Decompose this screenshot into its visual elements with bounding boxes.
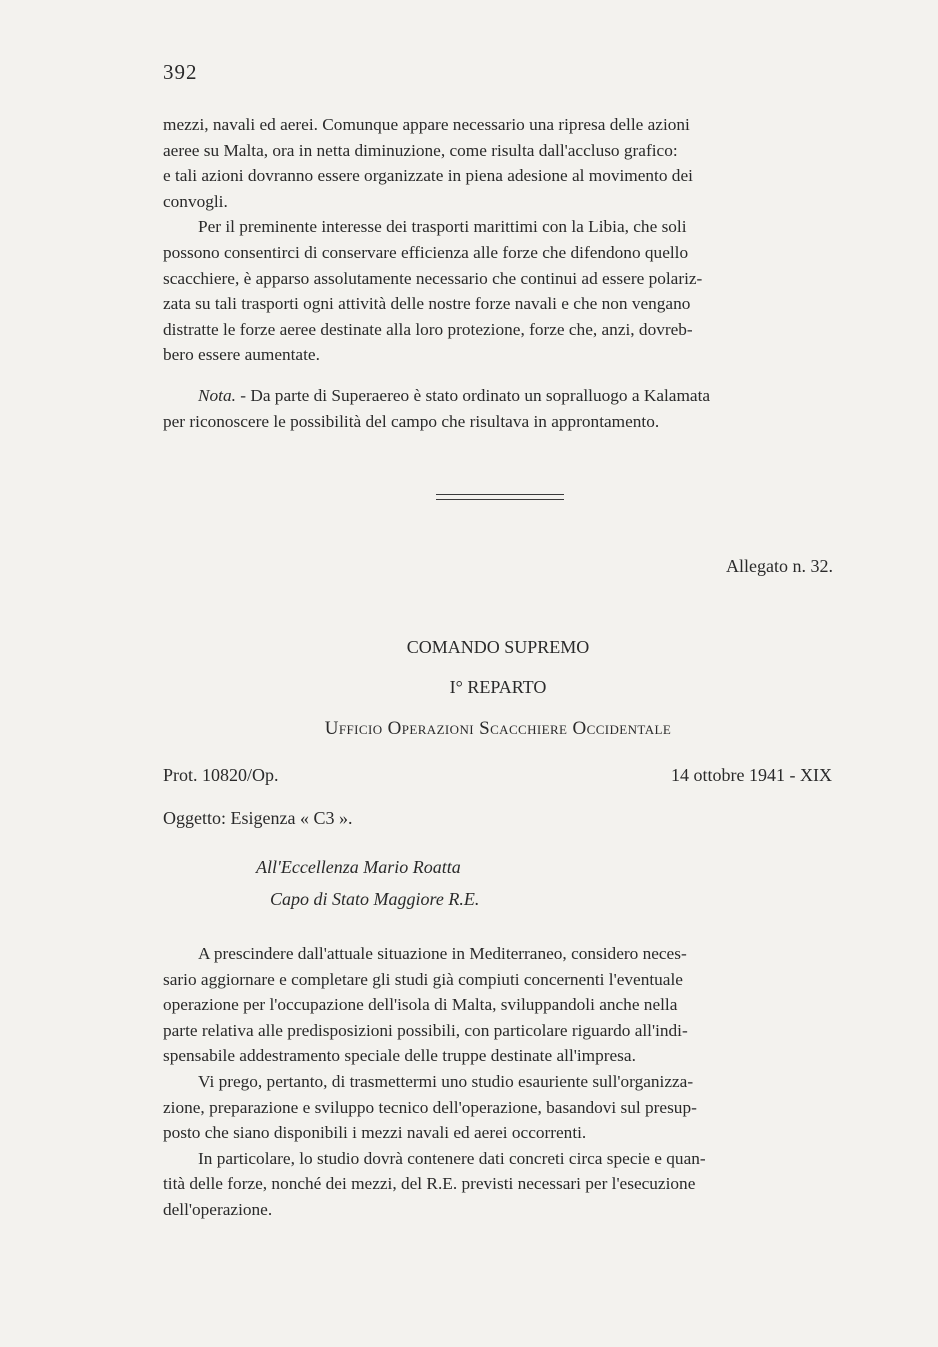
text-line: operazione per l'occupazione dell'isola di Malta, sviluppandoli anche nella xyxy=(163,995,678,1015)
document-date: 14 ottobre 1941 - XIX xyxy=(671,765,832,785)
text-line: zata su tali trasporti ogni attività delle nostre forze navali e che non vengano xyxy=(163,294,691,314)
text-line: spensabile addestramento speciale delle truppe destinate all'impresa. xyxy=(163,1046,636,1066)
text-line: Vi prego, pertanto, di trasmettermi uno studio esauriente sull'organizza- xyxy=(198,1071,694,1091)
text-line: - Da parte di Superaereo è stato ordinato un sopralluogo a Kalamata xyxy=(235,386,711,405)
text-line: aeree su Malta, ora in netta diminuzione, come risulta dall'accluso grafico: xyxy=(163,140,678,160)
department-heading: I° REPARTO xyxy=(449,677,547,697)
continuation-text xyxy=(163,112,833,368)
text-line: Per il preminente interesse dei trasporti marittimi con la Libia, che soli xyxy=(198,217,687,237)
separator-rule xyxy=(436,499,564,500)
note-block xyxy=(163,383,833,434)
text-line: distratte le forze aeree destinate alla loro protezione, forze che, anzi, dovreb- xyxy=(163,319,693,339)
page-number: 392 xyxy=(163,60,198,84)
text-line: convogli. xyxy=(163,191,228,211)
text-line: dell'operazione. xyxy=(163,1199,273,1219)
text-line: zione, preparazione e sviluppo tecnico dell'operazione, basandovi sul presup- xyxy=(163,1097,697,1117)
letter-body xyxy=(163,941,833,1223)
office-heading: Ufficio Operazioni Scacchiere Occidentale xyxy=(324,718,672,739)
text-line: posto che siano disponibili i mezzi navali ed aerei occorrenti. xyxy=(163,1123,587,1143)
text-line: possono consentirci di conservare efficienza alle forze che difendono quello xyxy=(163,242,689,262)
protocol-number: Prot. 10820/Op. xyxy=(163,765,279,785)
attachment-number: Allegato n. 32. xyxy=(726,556,833,576)
separator-rule xyxy=(436,494,564,495)
text-line: mezzi, navali ed aerei. Comunque appare necessario una ripresa delle azioni xyxy=(163,115,690,134)
text-line: bero essere aumentate. xyxy=(163,345,320,365)
text-line: e tali azioni dovranno essere organizzate in piena adesione al movimento dei xyxy=(163,166,693,186)
addressee-title: Capo di Stato Maggiore R.E. xyxy=(270,889,480,909)
text-line: per riconoscere le possibilità del campo che risultava in approntamento. xyxy=(163,411,660,431)
text-line: sario aggiornare e completare gli studi già compiuti concernenti l'eventuale xyxy=(163,969,683,989)
note-label: Nota. xyxy=(198,386,236,405)
addressee-name: All'Eccellenza Mario Roatta xyxy=(256,857,461,877)
text-line: scacchiere, è apparso assolutamente necessario che continui ad essere polariz- xyxy=(163,268,703,288)
text-line: parte relativa alle predisposizioni possibili, con particolare riguardo all'indi- xyxy=(163,1020,688,1040)
command-heading: COMANDO SUPREMO xyxy=(406,637,590,657)
text-line: In particolare, lo studio dovrà contenere dati concreti circa specie e quan- xyxy=(198,1148,706,1168)
text-line: tità delle forze, nonché dei mezzi, del R.E. previsti necessari per l'esecuzione xyxy=(163,1174,696,1194)
subject-line: Oggetto: Esigenza « C3 ». xyxy=(163,808,353,828)
text-line: A prescindere dall'attuale situazione in Mediterraneo, considero neces- xyxy=(198,944,687,963)
